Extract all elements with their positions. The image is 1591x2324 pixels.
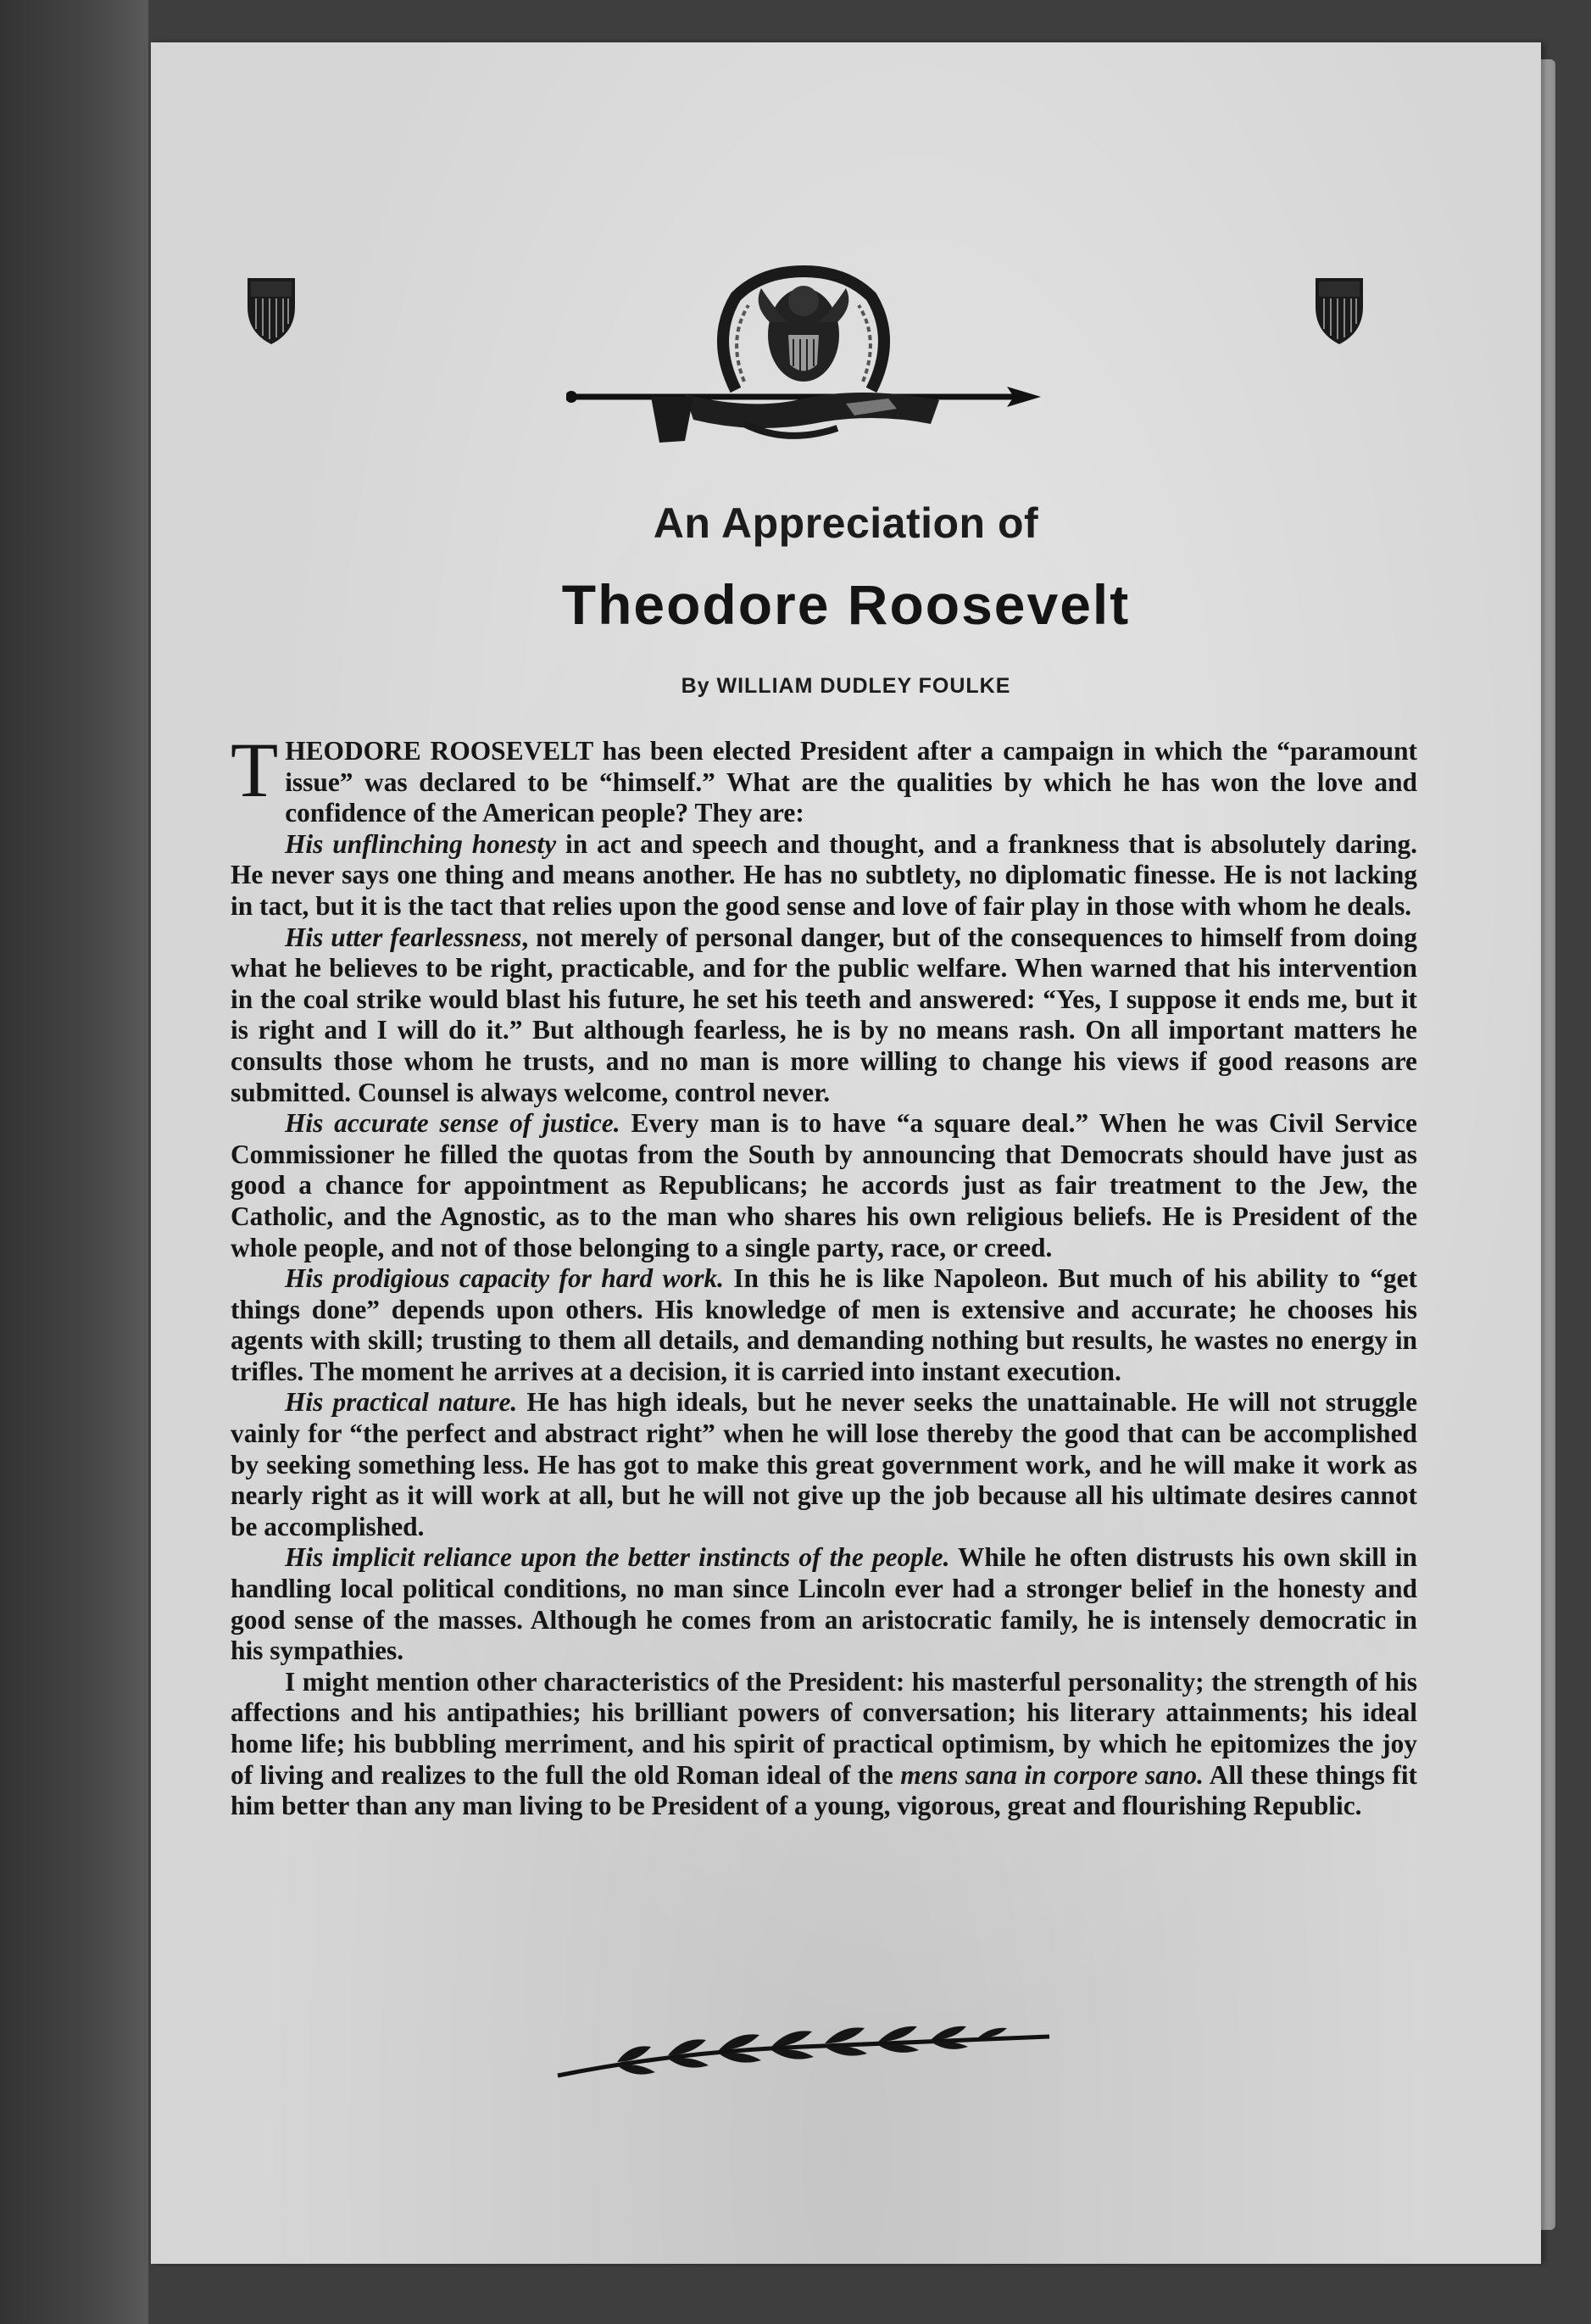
paragraph-text: Every man is to have “a square deal.” When he was Civil Service Commissioner he filled the quotas from the South by announcing that Democrats should have just as good a chance for appointment as Republicans; he accords just as fair treatment to the Jew, the Catholic, and the Agnostic, as to the man who shares his own religious beliefs. He is President of the whole people, and not of those belonging to a single party, race, or creed.: [231, 1108, 1417, 1262]
right-shield-icon: [1312, 273, 1366, 348]
paragraph-closing: [231, 1667, 1417, 1822]
paragraph-practical: [231, 1387, 1417, 1542]
drop-cap: T: [231, 727, 279, 813]
left-shield-icon: [244, 273, 298, 348]
title-line-1: An Appreciation of: [653, 499, 1039, 547]
paragraph-lead: His prodigious capacity for hard work.: [285, 1263, 724, 1294]
closing-text: I might mention other characteristics of the President: his masterful personality; the strength of his affections and his antipathies; his brilliant powers of conversation; his literary attainments; his ideal home life; his bubbling merriment, and his spirit of practical optimism, by which he epitomizes the joy of living and realizes to the full the old Roman ideal of the: [231, 1666, 1417, 1790]
paragraph-lead: His utter fearlessness: [285, 922, 522, 952]
intro-text: HEODORE ROOSEVELT has been elected President after a campaign in which the “paramount issue” was declared to be “himself.” What are the qualities by which he has won the love and confidence of the American people? They are:: [285, 736, 1417, 828]
paragraph-text: , not merely of personal danger, but of the consequences to himself from doing what he believes to be right, practicable, and for the public welfare. When warned that his intervention in the coal strike would blast his future, he set his teeth and answered: “Yes, I suppose it ends me, but it is right and I will do it.” But although fearless, he is by no means rash. On all important matters he consults those whom he trusts, and no man is more willing to change his views if good reasons are submitted. Counsel is always welcome, control never.: [231, 922, 1418, 1107]
paragraph-hard-work: [231, 1263, 1417, 1387]
eagle-flag-emblem-icon: [566, 254, 1041, 449]
paragraph-fearlessness: [231, 922, 1417, 1109]
paragraph-text: He has high ideals, but he never seeks the unattainable. He will not struggle vainly for “the perfect and abstract right” when he will lose thereby the good that can be accomplished by seeking something less. He has got to make this great government work, and he will make it work as nearly right as it will work at all, but he will not give up the job because all his ultimate desires cannot be accomplished.: [231, 1387, 1417, 1541]
intro-paragraph: [231, 727, 1417, 829]
byline: By WILLIAM DUDLEY FOULKE: [681, 674, 1011, 698]
paragraph-lead: His accurate sense of justice.: [285, 1108, 620, 1139]
paragraph-text: in act and speech and thought, and a frankness that is absolutely daring. He never says one thing and means another. He has no subtlety, no diplomatic finesse. He is not lacking in tact, but it is the tact that relies upon the good sense and love of fair play in those with whom he deals.: [231, 828, 1417, 921]
closing-text-end: All these things fit him better than any man living to be President of a young, vigorous, great and flourishing Republic.: [231, 1759, 1417, 1821]
book-binding-shadow: [0, 0, 148, 2324]
closing-latin: mens sana in corpore sano.: [900, 1759, 1204, 1790]
paragraph-lead: His unflinching honesty: [285, 828, 557, 859]
paragraph-lead: His implicit reliance upon the better instincts of the people.: [285, 1542, 950, 1573]
paragraph-lead: His practical nature.: [285, 1387, 518, 1418]
page-title: Theodore Roosevelt: [561, 573, 1131, 636]
paragraph-text: While he often distrusts his own skill in handling local political conditions, no man since Lincoln ever had a stronger belief in the honesty and good sense of the masses. Although he comes from an aristocratic family, he is intensely democratic in his sympathies.: [231, 1542, 1417, 1666]
paragraph-justice: [231, 1108, 1417, 1263]
laurel-sprig-icon: [549, 2018, 1058, 2086]
document-page: [151, 42, 1541, 2264]
article-body: [231, 727, 1418, 1822]
paragraph-honesty: [231, 829, 1417, 922]
paragraph-reliance: [231, 1542, 1417, 1666]
paragraph-text: In this he is like Napoleon. But much of his ability to “get things done” depends upon others. His knowledge of men is extensive and accurate; he chooses his agents with skill; trusting to them all details, and demanding nothing but results, he wastes no energy in trifles. The moment he arrives at a decision, it is carried into instant execution.: [231, 1263, 1417, 1386]
